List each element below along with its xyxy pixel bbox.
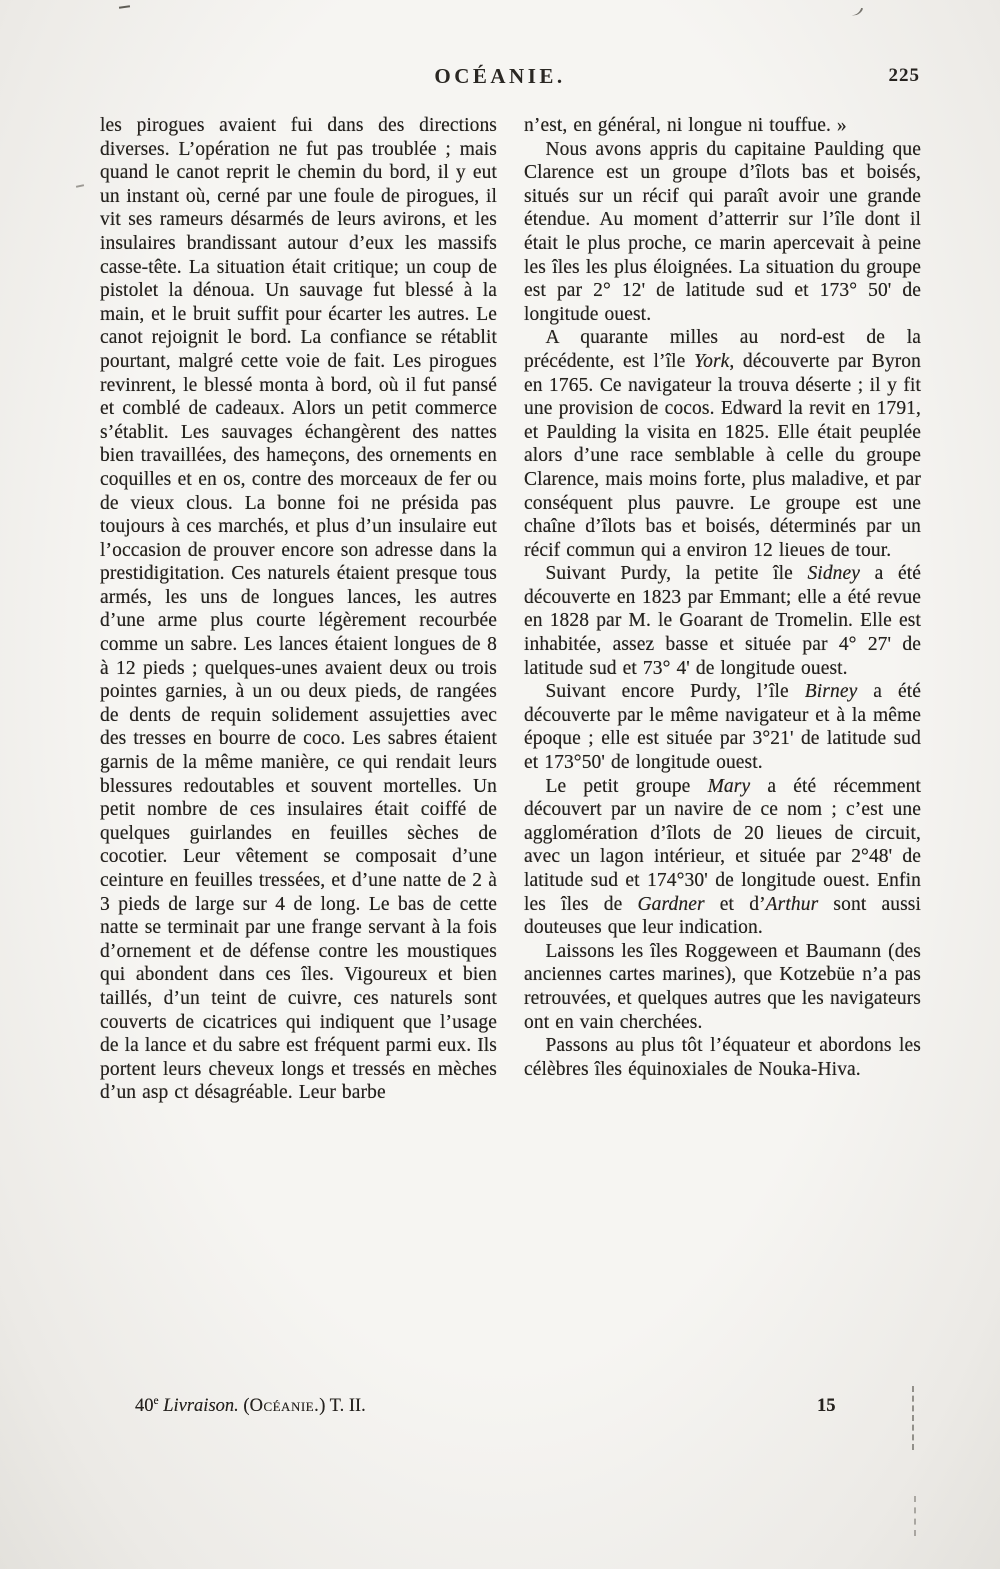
- text-column-right: [524, 114, 921, 1105]
- text-segment: (: [238, 1396, 250, 1416]
- paragraph: [524, 680, 921, 774]
- text-segment: a été découverte par le même navigateur et à la même époque ; elle est située par 3°21' de latitude sud et 173°50' de longitude ouest.: [524, 681, 921, 774]
- text-columns: [100, 114, 922, 1105]
- page-header: [0, 64, 1000, 89]
- text-segment: 40: [135, 1396, 154, 1416]
- scan-artifact: [914, 1496, 916, 1536]
- scan-artifact: [76, 184, 84, 188]
- paragraph: [524, 326, 921, 562]
- text-segment: Le petit groupe: [545, 775, 708, 797]
- text-segment: sont aussi douteuses que leur indication.: [524, 893, 921, 939]
- page-number-bottom: 15: [817, 1396, 836, 1416]
- text-segment: York: [693, 350, 730, 372]
- text-segment: Laissons les îles Roggeween et Baumann (des anciennes cartes marines), que Kotzebüe n’a pas retrouvées, et quelques autres que les navigateurs ont en vain cherchées.: [524, 940, 921, 1033]
- text-segment: les pirogues avaient fui dans des directions diverses. L’opération ne fut pas troublée ; mais quand le canot reprit le chemin du bord, il y eut un instant où, cerné par une foule de pirogues, il vit ses rameurs désarmés de leurs avirons, et les insulaires brandissant autour d’eux les massifs casse-tête. La situation était critique; un coup de pistolet la dénoua. Un sauvage fut blessé à la main, et le bruit suffit pour écarter les autres. Le canot rejoignit le bord. La confiance se rétablit pourtant, malgré cette voie de fait. Les pirogues revinrent, le blessé monta à bord, où il fut pansé et comblé de cadeaux. Alors un petit commerce s’établit. Les sauvages échangèrent des nattes bien travaillées, des hameçons, des ornements en coquilles et en os, contre des morceaux de fer ou de vieux clous. La bonne foi ne présida pas toujours à ces marchés, et plus d’un insulaire eut l’occasion de prouver encore son adresse dans la prestidigitation. Ces naturels étaient presque tous armés, les uns de longues lances, les autres d’une arme plus courte légèrement recourbée comme un sabre. Les lances étaient longues de 8 à 12 pieds ; quelques-unes avaient deux ou trois pointes garnies, à un ou deux pieds, de rangées de dents de requin solidement assujetties avec des tresses en bourre de coco. Les sabres étaient garnis de la même manière, ce qui rendait leurs blessures redoutables et souvent mortelles. Un petit nombre de ces insulaires était coiffé de quelques guirlandes en feuilles sèches de cocotier. Leur vêtement se composait d’une ceinture en feuilles tressées, et d’une natte de 2 à 3 pieds de large sur 4 de long. Le bas de cette natte se terminait par une frange servant à la fois d’ornement et de défense contre les moustiques qui abondent dans ces îles. Vigoureux et bien taillés, d’un teint de cuivre, ces naturels sont couverts de cicatrices qui indiquent que l’usage de la lance et du sabre est fréquent parmi eux. Ils portent leurs cheveux longs et tressés en mèches d’un asp ct désagréable. Leur barbe: [100, 115, 497, 1104]
- paragraph: [524, 940, 921, 1034]
- scan-artifact: [119, 5, 130, 9]
- text-segment: et d’: [704, 893, 766, 915]
- text-segment: e: [153, 1394, 159, 1407]
- imprint-line: [135, 1396, 366, 1417]
- text-segment: Livraison.: [163, 1396, 239, 1416]
- paragraph: [524, 775, 921, 940]
- paragraph: [524, 562, 921, 680]
- text-segment: a été récemment découvert par un navire de ce nom ; c’est une agglomération d’îlots de 20 lieues de circuit, avec un lagon intérieur, et située par 2°48' de latitude sud et 174°30' de longitude ouest. Enfin les îles de: [524, 775, 921, 915]
- scan-artifact: [847, 4, 863, 18]
- page-number-top: 225: [888, 65, 920, 86]
- paragraph: [100, 114, 497, 1105]
- text-segment: Gardner: [637, 893, 705, 915]
- text-segment: a été découverte en 1823 par Emmant; elle a été revue en 1828 par M. le Goarant de Tromelin. Elle est inhabitée, assez basse et située par 4° 27' de latitude sud et 73° 4' de longitude ouest.: [524, 563, 921, 679]
- text-segment: A quarante milles au nord-est de la précédente, est l’île: [524, 327, 921, 372]
- paragraph: [524, 138, 921, 327]
- paragraph: [524, 114, 921, 138]
- page-footer: [0, 1396, 1000, 1426]
- text-segment: Suivant encore Purdy, l’île: [545, 681, 805, 703]
- paragraph: [524, 1034, 921, 1081]
- text-segment: Mary: [707, 775, 751, 797]
- text-segment: Suivant Purdy, la petite île: [545, 563, 808, 585]
- text-segment: Arthur: [765, 893, 819, 915]
- running-title: OCÉANIE.: [434, 64, 566, 88]
- text-segment: Passons au plus tôt l’équateur et abordons les célèbres îles équinoxiales de Nouka-Hiva.: [524, 1035, 921, 1080]
- text-segment: , découverte par Byron en 1765. Ce navigateur la trouva déserte ; il y fit une provision de cocos. Edward la revit en 1791, et Paulding la visita en 1825. Elle était peuplée alors d’une race semblable à celle du groupe Clarence, mais moins forte, plus maladive, et par conséquent plus pauvre. Le groupe est une chaîne d’îlots bas et boisés, déterminés par un récif commun qui a environ 12 lieues de tour.: [524, 350, 921, 561]
- text-segment: ) T. II.: [319, 1396, 366, 1416]
- text-column-left: [100, 114, 497, 1105]
- text-segment: Océanie.: [249, 1396, 320, 1416]
- text-segment: Sidney: [807, 563, 861, 585]
- text-segment: n’est, en général, ni longue ni touffue. »: [524, 115, 847, 136]
- text-segment: Nous avons appris du capitaine Paulding que Clarence est un groupe d’îlots bas et boisés, situés sur un récif qui paraît avoir une grande étendue. Au moment d’atterrir sur l’île dont il était le plus proche, ce marin apercevait à peine les îles les plus éloignées. La situation du groupe est par 2° 12' de latitude sud et 173° 50' de longitude ouest.: [524, 138, 921, 325]
- text-segment: Birney: [804, 681, 858, 703]
